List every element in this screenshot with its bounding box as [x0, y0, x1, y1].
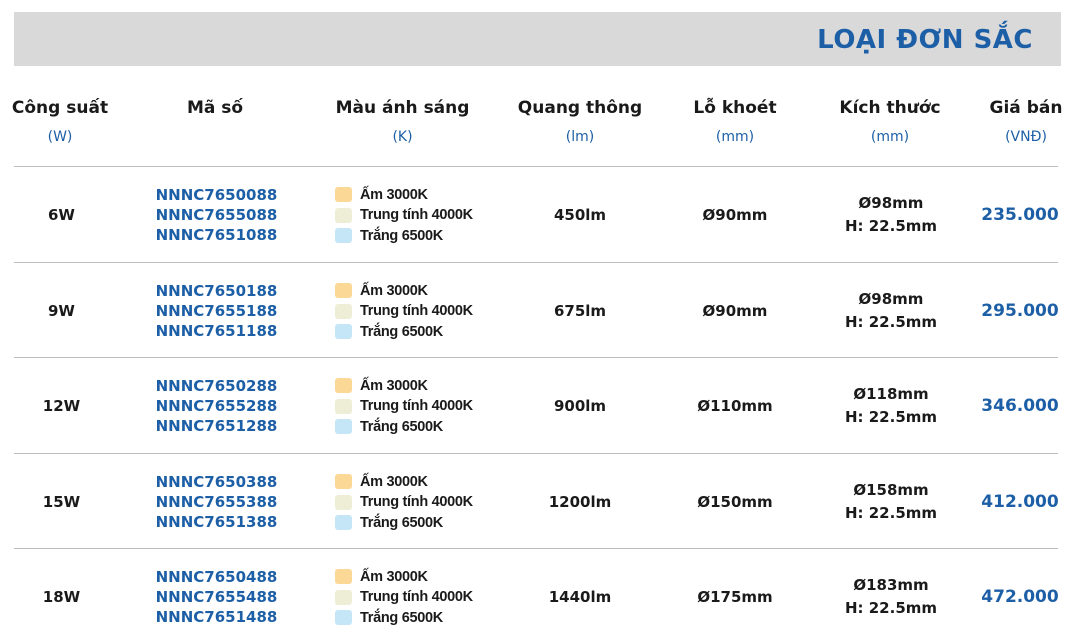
power-value: 12W — [42, 397, 81, 415]
power-value: 15W — [42, 493, 81, 511]
white-swatch — [335, 610, 352, 625]
color-list — [335, 454, 505, 550]
power-value: 9W — [48, 302, 75, 320]
product-code: NNNC7650488 — [155, 568, 278, 586]
color-label: Trắng 6500K — [360, 323, 443, 340]
color-neutral — [335, 587, 473, 608]
color-label: Trắng 6500K — [360, 609, 443, 626]
power-value: 6W — [48, 206, 75, 224]
header-unit: (mm) — [715, 129, 755, 145]
warm-swatch — [335, 569, 352, 584]
product-code: NNNC7650288 — [155, 377, 278, 395]
lumen-value: 1200lm — [548, 493, 612, 511]
header-label: Công suất — [11, 98, 109, 118]
product-code: NNNC7650188 — [155, 282, 278, 300]
size-value — [826, 549, 956, 644]
color-label: Ấm 3000K — [360, 186, 428, 203]
size-height: H: 22.5mm — [844, 599, 938, 617]
price-value: 346.000 — [981, 396, 1059, 416]
color-label: Trung tính 4000K — [360, 494, 473, 510]
product-code: NNNC7651088 — [155, 226, 278, 244]
color-label: Trung tính 4000K — [360, 398, 473, 414]
price-value: 295.000 — [981, 301, 1059, 321]
white-swatch — [335, 419, 352, 434]
white-swatch — [335, 324, 352, 339]
color-white — [335, 607, 443, 628]
hole-value: Ø90mm — [702, 206, 768, 224]
color-list — [335, 358, 505, 454]
title-banner — [14, 12, 1061, 66]
size-value — [826, 454, 956, 550]
color-warm — [335, 184, 428, 205]
code-list — [144, 263, 289, 359]
table-row — [14, 548, 1058, 644]
hole-value: Ø150mm — [697, 493, 773, 511]
color-label: Ấm 3000K — [360, 282, 428, 299]
banner-title: LOẠI ĐƠN SẮC — [817, 25, 1033, 55]
color-neutral — [335, 301, 473, 322]
hole-value: Ø90mm — [702, 302, 768, 320]
color-label: Trung tính 4000K — [360, 303, 473, 319]
header-label: Quang thông — [517, 98, 643, 118]
product-code: NNNC7655388 — [155, 493, 278, 511]
header-unit: (lm) — [565, 129, 595, 145]
price-value: 235.000 — [981, 205, 1059, 225]
price-value: 412.000 — [981, 492, 1059, 512]
table-row — [14, 357, 1058, 453]
header-unit: (VNĐ) — [1005, 129, 1047, 145]
color-list — [335, 263, 505, 359]
color-label: Ấm 3000K — [360, 568, 428, 585]
size-value — [826, 167, 956, 263]
color-white — [335, 321, 443, 342]
color-white — [335, 416, 443, 437]
neutral-swatch — [335, 399, 352, 414]
color-warm — [335, 566, 428, 587]
color-warm — [335, 471, 428, 492]
color-label: Ấm 3000K — [360, 377, 428, 394]
color-label: Trắng 6500K — [360, 514, 443, 531]
warm-swatch — [335, 187, 352, 202]
color-label: Trắng 6500K — [360, 227, 443, 244]
header-unit: (K) — [392, 129, 413, 145]
header-size — [830, 98, 950, 145]
table-row — [14, 166, 1058, 262]
size-diameter: Ø98mm — [858, 194, 924, 212]
product-code: NNNC7655088 — [155, 206, 278, 224]
size-diameter: Ø118mm — [853, 385, 929, 403]
neutral-swatch — [335, 590, 352, 605]
code-list — [144, 167, 289, 263]
product-code: NNNC7655188 — [155, 302, 278, 320]
header-label: Kích thước — [839, 98, 941, 118]
header-code — [165, 98, 265, 129]
white-swatch — [335, 515, 352, 530]
color-label: Trung tính 4000K — [360, 207, 473, 223]
code-list — [144, 549, 289, 644]
code-list — [144, 454, 289, 550]
hole-value: Ø175mm — [697, 588, 773, 606]
header-unit: (mm) — [870, 129, 910, 145]
product-code: NNNC7655488 — [155, 588, 278, 606]
neutral-swatch — [335, 495, 352, 510]
color-neutral — [335, 396, 473, 417]
header-label: Giá bán — [989, 98, 1063, 118]
size-diameter: Ø183mm — [853, 576, 929, 594]
header-price — [985, 98, 1067, 145]
header-label: Mã số — [186, 98, 244, 118]
neutral-swatch — [335, 304, 352, 319]
color-neutral — [335, 492, 473, 513]
lumen-value: 675lm — [553, 302, 607, 320]
header-label: Màu ánh sáng — [335, 98, 470, 118]
size-height: H: 22.5mm — [844, 504, 938, 522]
code-list — [144, 358, 289, 454]
header-power — [10, 98, 110, 145]
product-code: NNNC7651488 — [155, 608, 278, 626]
size-value — [826, 263, 956, 359]
color-warm — [335, 375, 428, 396]
table-header — [0, 98, 1077, 158]
header-hole — [680, 98, 790, 145]
header-label: Lỗ khoét — [693, 98, 777, 118]
color-warm — [335, 280, 428, 301]
table-row — [14, 453, 1058, 549]
product-code: NNNC7651288 — [155, 417, 278, 435]
lumen-value: 450lm — [553, 206, 607, 224]
power-value: 18W — [42, 588, 81, 606]
header-unit: (W) — [47, 129, 73, 145]
color-label: Trắng 6500K — [360, 418, 443, 435]
warm-swatch — [335, 378, 352, 393]
warm-swatch — [335, 283, 352, 298]
product-code: NNNC7651188 — [155, 322, 278, 340]
lumen-value: 900lm — [553, 397, 607, 415]
white-swatch — [335, 228, 352, 243]
color-list — [335, 167, 505, 263]
color-label: Ấm 3000K — [360, 473, 428, 490]
product-code: NNNC7655288 — [155, 397, 278, 415]
header-color — [330, 98, 475, 145]
warm-swatch — [335, 474, 352, 489]
color-neutral — [335, 205, 473, 226]
size-height: H: 22.5mm — [844, 408, 938, 426]
product-code: NNNC7651388 — [155, 513, 278, 531]
header-lumen — [512, 98, 648, 145]
product-code: NNNC7650388 — [155, 473, 278, 491]
color-white — [335, 512, 443, 533]
size-height: H: 22.5mm — [844, 217, 938, 235]
neutral-swatch — [335, 208, 352, 223]
size-diameter: Ø158mm — [853, 481, 929, 499]
color-white — [335, 225, 443, 246]
size-value — [826, 358, 956, 454]
price-value: 472.000 — [981, 587, 1059, 607]
table-row — [14, 262, 1058, 358]
color-label: Trung tính 4000K — [360, 589, 473, 605]
color-list — [335, 549, 505, 644]
lumen-value: 1440lm — [548, 588, 612, 606]
size-height: H: 22.5mm — [844, 313, 938, 331]
product-code: NNNC7650088 — [155, 186, 278, 204]
hole-value: Ø110mm — [697, 397, 773, 415]
size-diameter: Ø98mm — [858, 290, 924, 308]
